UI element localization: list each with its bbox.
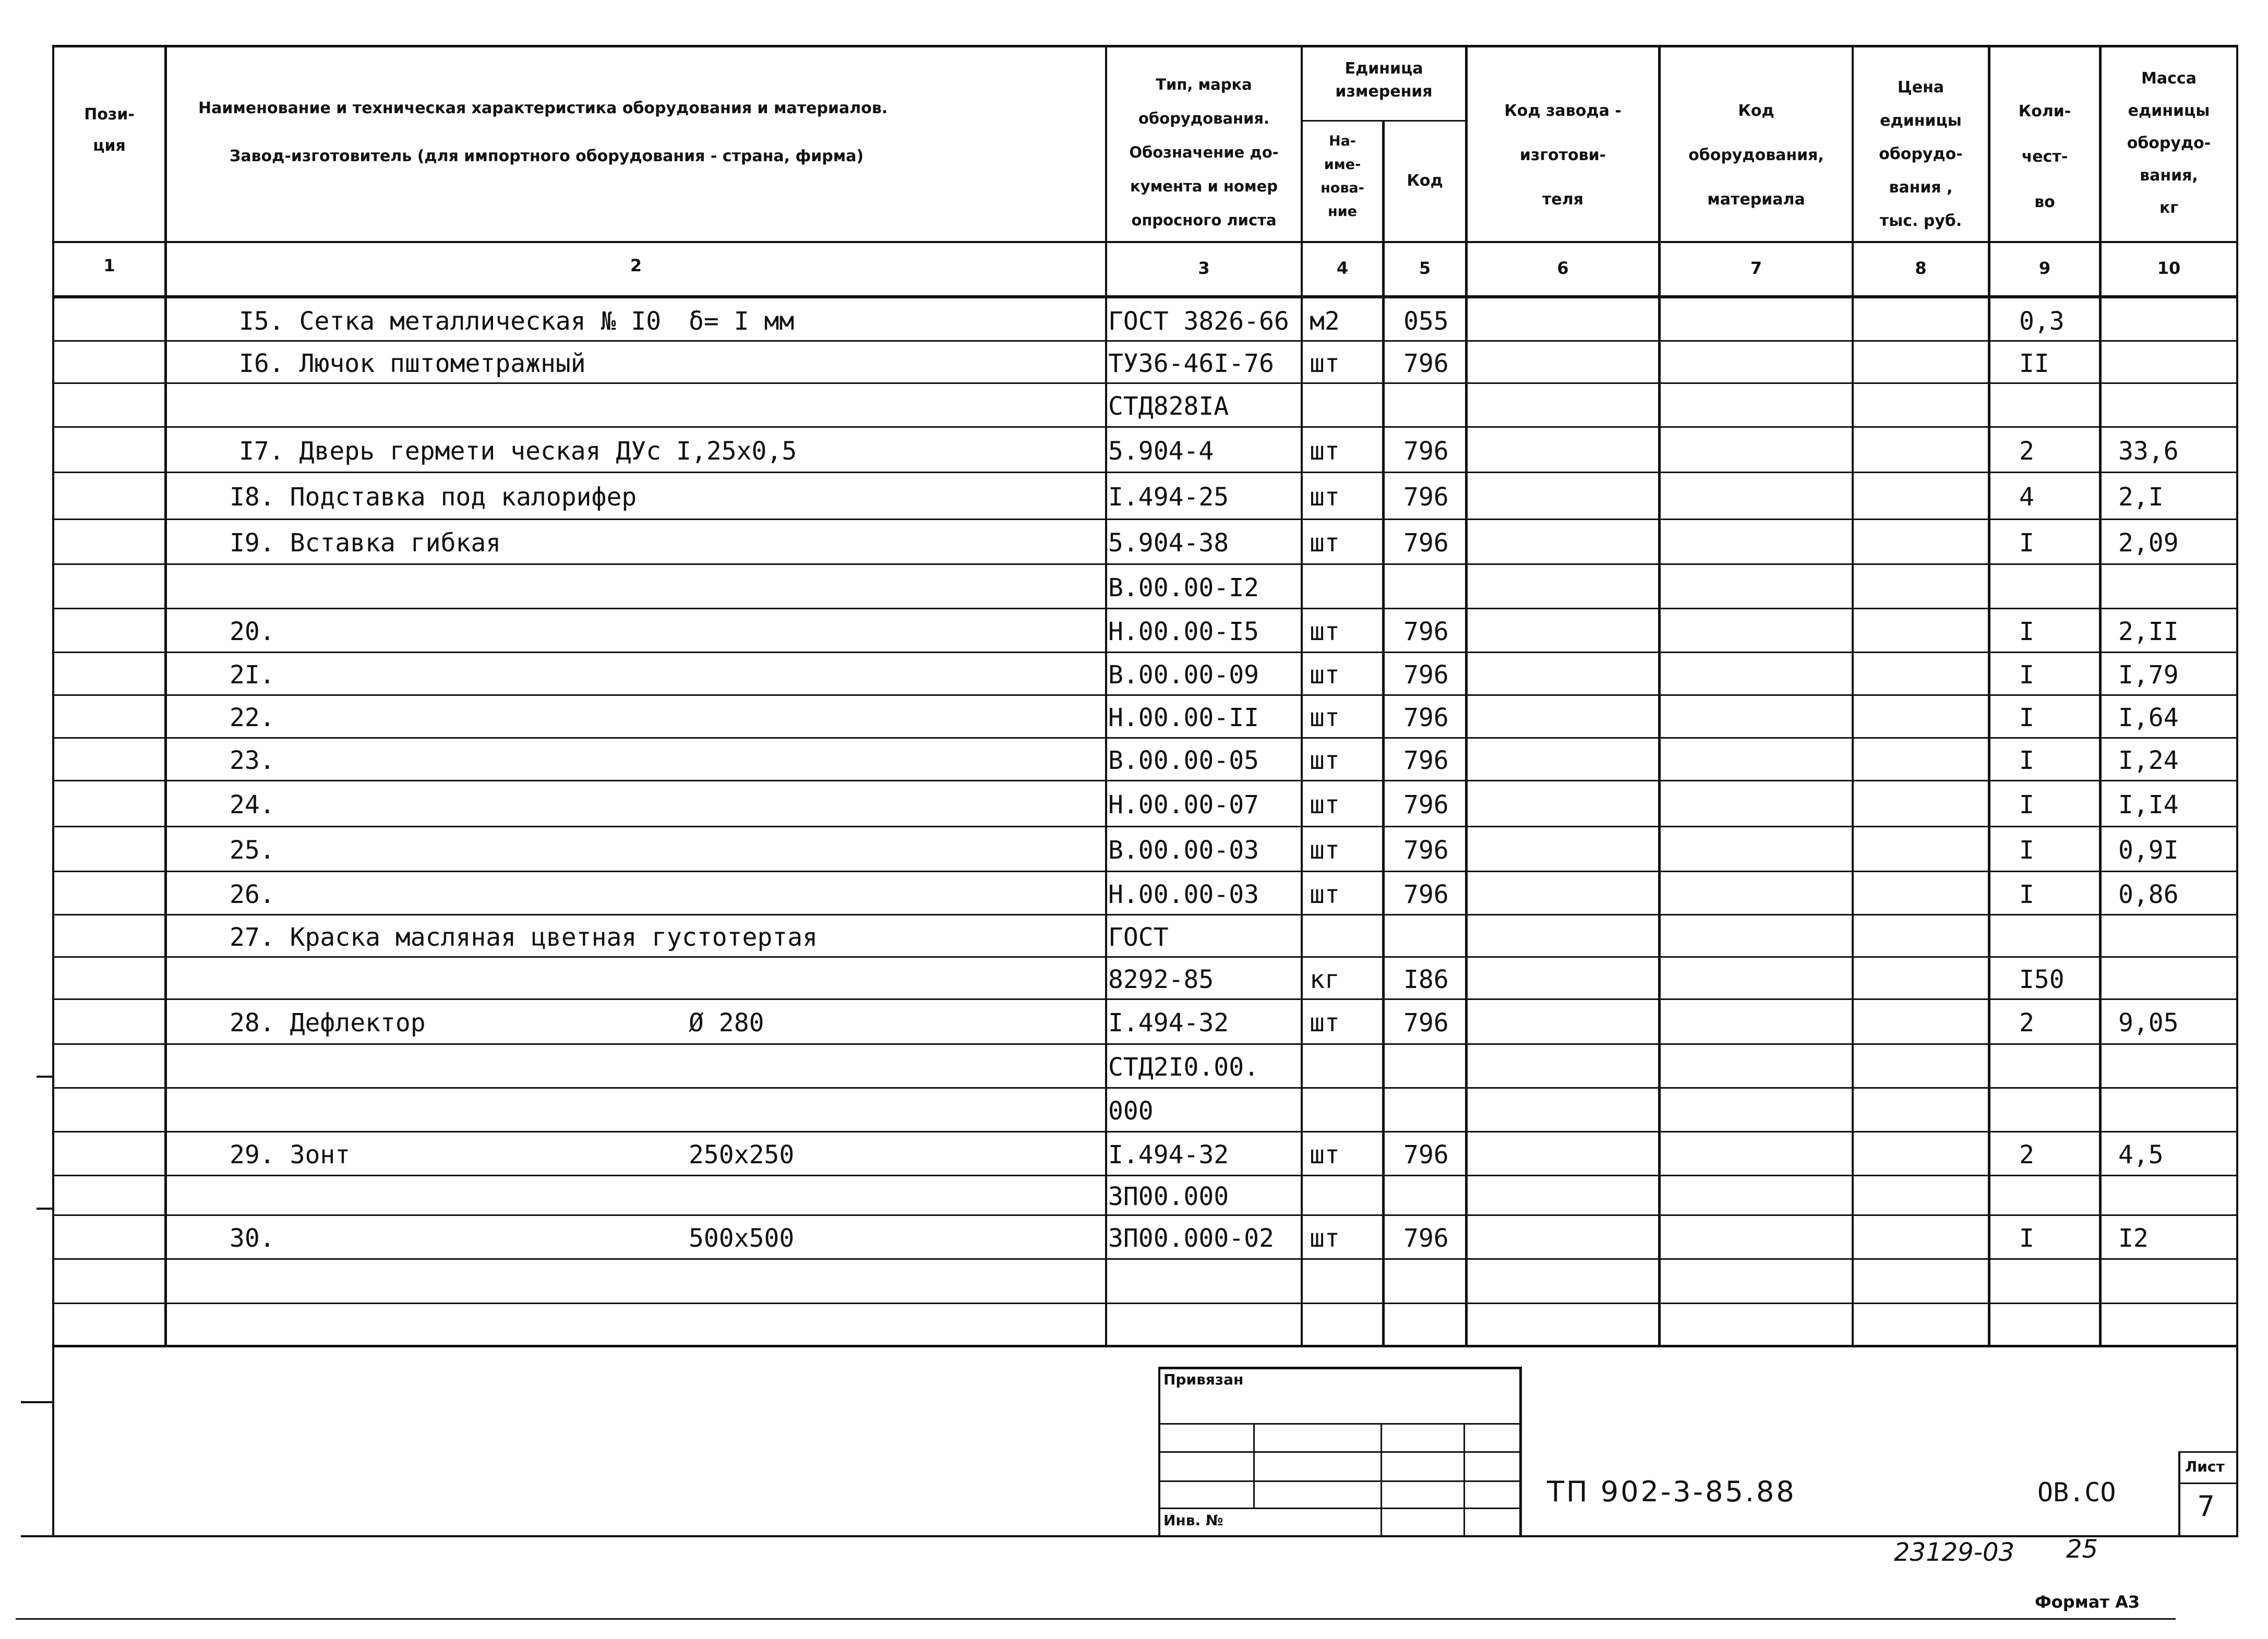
cell-unit: шт [1310, 617, 1340, 646]
cell-qty: I [2019, 790, 2034, 820]
cell-qty: I [2019, 879, 2034, 909]
stamp-tied-label: Привязан [1163, 1371, 1244, 1388]
cell-extra: Ø 280 [689, 1008, 764, 1038]
header-mass: Масса единицы оборудо- вания, кг [2127, 69, 2211, 217]
cell-code: 055 [1403, 307, 1449, 336]
cell-code: 796 [1403, 436, 1449, 466]
header-unit-code: Код [1407, 172, 1443, 190]
page-bottom-line [21, 1535, 2238, 1537]
cell-mass: I,79 [2118, 660, 2179, 690]
row-line [52, 1214, 2238, 1216]
col-number-5: 5 [1419, 258, 1431, 278]
cell-mass: 2,I [2118, 483, 2164, 512]
sheet-box-left [2178, 1451, 2180, 1535]
row-line [52, 1303, 2238, 1304]
col-number-6: 6 [1557, 258, 1569, 278]
header-factory-code: Код завода - изготови- теля [1504, 102, 1622, 209]
row-line [52, 737, 2238, 739]
section-code: ОВ.СО [2037, 1477, 2116, 1508]
cell-mass: 33,6 [2118, 436, 2179, 466]
table-bottom-line [52, 1345, 2238, 1347]
row-line [52, 694, 2238, 696]
cell-qty: I [2019, 746, 2034, 775]
stamp-div-3 [1463, 1423, 1465, 1535]
row-line [52, 780, 2238, 781]
cell-name: 20. [230, 617, 275, 646]
cell-qty: I [2019, 1224, 2034, 1253]
cell-doc: СТД828IА [1108, 392, 1229, 421]
margin-tick-2 [37, 1208, 54, 1210]
table-top-border [52, 45, 2238, 47]
cell-code: 796 [1403, 617, 1449, 646]
cell-qty: I [2019, 660, 2034, 690]
header-position: Пози- ция [84, 105, 135, 155]
cell-doc: В.00.00-I2 [1108, 573, 1259, 602]
cell-doc: 5.904-38 [1108, 528, 1229, 558]
col-number-4: 4 [1336, 258, 1349, 278]
cell-qty: II [2019, 348, 2049, 378]
cell-name: 28. Дефлектор [230, 1008, 426, 1038]
stamp-line-3 [1158, 1480, 1521, 1482]
format-label: Формат А3 [2035, 1592, 2140, 1612]
row-line [52, 340, 2238, 342]
header-bottom-line [52, 241, 2238, 243]
row-line [52, 426, 2238, 428]
cell-name: I5. Сетка металлическая № I0 [239, 307, 662, 336]
cell-extra: 250x250 [689, 1140, 795, 1170]
cell-unit: шт [1310, 790, 1340, 820]
cell-unit: шт [1310, 660, 1340, 690]
cell-qty: 2 [2019, 1008, 2034, 1038]
stamp-right [1519, 1367, 1522, 1535]
stamp-div-2 [1381, 1423, 1382, 1535]
cell-unit: шт [1310, 703, 1340, 732]
cell-code: 796 [1403, 746, 1449, 775]
cell-name: 23. [230, 746, 275, 775]
cell-qty: I [2019, 528, 2034, 558]
row-line [52, 563, 2238, 565]
sheet-box-mid [2178, 1483, 2238, 1484]
stamp-line-4 [1158, 1508, 1521, 1509]
cell-mass: I,I4 [2118, 790, 2179, 820]
col-number-8: 8 [1915, 258, 1927, 278]
cell-qty: 4 [2019, 483, 2034, 512]
cell-code: 796 [1403, 836, 1449, 865]
cell-doc: Н.00.00-I5 [1108, 617, 1259, 646]
cell-name: I7. Дверь гермети ческая ДУс I,25x0,5 [239, 436, 797, 466]
row-line [52, 1087, 2238, 1089]
cell-unit: шт [1310, 836, 1340, 865]
cell-unit: шт [1310, 1224, 1340, 1253]
cell-extra: 500x500 [689, 1224, 795, 1253]
cell-code: I86 [1403, 965, 1449, 994]
cell-unit: шт [1310, 348, 1340, 378]
row-line [52, 998, 2238, 1000]
row-line [52, 1175, 2238, 1176]
handwritten-code: 23129-03 [1894, 1538, 2015, 1567]
format-line [16, 1618, 2176, 1620]
cell-qty: I [2019, 836, 2034, 865]
cell-name: 22. [230, 703, 275, 732]
cell-doc: ЗП00.000 [1108, 1182, 1229, 1211]
cell-code: 796 [1403, 879, 1449, 909]
cell-doc: Н.00.00-07 [1108, 790, 1259, 820]
cell-code: 796 [1403, 703, 1449, 732]
cell-doc: ГОСТ 3826-66 [1108, 307, 1289, 336]
doc-number: ТП 902-3-85.88 [1547, 1475, 1796, 1508]
row-line [52, 914, 2238, 915]
cell-mass: I,64 [2118, 703, 2179, 732]
cell-code: 796 [1403, 1224, 1449, 1253]
margin-tick-3 [21, 1401, 54, 1403]
colnum-bottom-line [52, 295, 2238, 298]
cell-code: 796 [1403, 483, 1449, 512]
cell-extra: δ= I мм [689, 307, 795, 336]
stamp-div-1 [1253, 1423, 1255, 1508]
cell-code: 796 [1403, 528, 1449, 558]
row-line [52, 1043, 2238, 1045]
margin-tick-1 [37, 1076, 54, 1078]
cell-doc: I.494-25 [1108, 483, 1229, 512]
header-type: Тип, марка оборудования. Обозначение до- кумента и номер опросного листа [1129, 76, 1279, 229]
cell-code: 796 [1403, 1008, 1449, 1038]
cell-unit: шт [1310, 436, 1340, 466]
header-equip-code: Код оборудования, материала [1688, 102, 1824, 209]
sheet-number: 7 [2198, 1490, 2215, 1523]
cell-name: I6. Лючок пштометражный [239, 348, 586, 378]
cell-doc: I.494-32 [1108, 1008, 1229, 1038]
header-unit-name: На- име- нова- ние [1321, 133, 1364, 220]
cell-name: 29. Зонт [230, 1140, 351, 1170]
row-line [52, 608, 2238, 609]
cell-mass: 2,II [2118, 617, 2179, 646]
stamp-inv-label: Инв. № [1163, 1512, 1223, 1529]
cell-doc: В.00.00-03 [1108, 836, 1259, 865]
cell-unit: шт [1310, 879, 1340, 909]
sheet-box-top [2178, 1451, 2238, 1453]
cell-doc: 000 [1108, 1096, 1154, 1126]
col-number-1: 1 [103, 256, 115, 275]
cell-doc: I.494-32 [1108, 1140, 1229, 1170]
cell-mass: 4,5 [2118, 1140, 2164, 1170]
cell-doc: ЗП00.000-02 [1108, 1224, 1274, 1253]
cell-doc: Н.00.00-II [1108, 703, 1259, 732]
cell-name: 24. [230, 790, 275, 820]
header-name-line2: Завод-изготовитель (для импортного оборудования - страна, фирма) [230, 147, 864, 165]
sheet-label: Лист [2185, 1458, 2225, 1475]
col-number-7: 7 [1750, 258, 1762, 278]
cell-name: 27. Краска масляная цветная густотертая [230, 922, 818, 952]
cell-qty: 2 [2019, 1140, 2034, 1170]
cell-doc: 8292-85 [1108, 965, 1214, 994]
header-qty: Коли- чест- во [2018, 102, 2071, 211]
cell-code: 796 [1403, 1140, 1449, 1170]
cell-qty: I50 [2019, 965, 2065, 994]
cell-qty: 0,3 [2019, 307, 2065, 336]
handwritten-page: 25 [2066, 1535, 2098, 1564]
row-line [52, 956, 2238, 958]
row-line [52, 826, 2238, 827]
cell-name: I8. Подставка под калорифер [230, 483, 637, 512]
cell-code: 796 [1403, 348, 1449, 378]
cell-doc: ТУ36-46I-76 [1108, 348, 1274, 378]
cell-unit: шт [1310, 1008, 1340, 1038]
cell-code: 796 [1403, 790, 1449, 820]
cell-unit: шт [1310, 746, 1340, 775]
row-line [52, 871, 2238, 872]
row-line [52, 1258, 2238, 1260]
col-number-2: 2 [630, 256, 642, 275]
cell-doc: В.00.00-05 [1108, 746, 1259, 775]
cell-code: 796 [1403, 660, 1449, 690]
cell-mass: I2 [2118, 1224, 2149, 1253]
col-line-10 [2236, 45, 2238, 1535]
cell-name: 30. [230, 1224, 275, 1253]
header-name-line1: Наименование и техническая характеристика оборудования и материалов. [198, 99, 888, 117]
cell-name: 2I. [230, 660, 275, 690]
cell-mass: 2,09 [2118, 528, 2179, 558]
cell-qty: I [2019, 617, 2034, 646]
col-number-3: 3 [1198, 258, 1210, 278]
cell-unit: шт [1310, 528, 1340, 558]
cell-mass: 0,9I [2118, 836, 2179, 865]
header-unit: Единица измерения [1335, 59, 1433, 101]
cell-unit: м2 [1310, 307, 1340, 336]
cell-unit: шт [1310, 483, 1340, 512]
cell-doc: В.00.00-09 [1108, 660, 1259, 690]
cell-doc: 5.904-4 [1108, 436, 1214, 466]
row-line [52, 652, 2238, 653]
cell-unit: кг [1310, 965, 1340, 994]
row-line [52, 472, 2238, 473]
col-line-4 [1382, 120, 1385, 1345]
col-number-10: 10 [2157, 258, 2181, 278]
cell-doc: СТД2I0.00. [1108, 1053, 1259, 1082]
row-line [52, 382, 2238, 384]
col-number-9: 9 [2038, 258, 2051, 278]
cell-unit: шт [1310, 1140, 1340, 1170]
cell-mass: 9,05 [2118, 1008, 2179, 1038]
cell-qty: I [2019, 703, 2034, 732]
row-line [52, 519, 2238, 520]
cell-mass: I,24 [2118, 746, 2179, 775]
stamp-line-2 [1158, 1451, 1521, 1453]
cell-name: 25. [230, 836, 275, 865]
stamp-left [1158, 1367, 1160, 1535]
stamp-line-1 [1158, 1423, 1521, 1425]
cell-name: I9. Вставка гибкая [230, 528, 501, 558]
cell-qty: 2 [2019, 436, 2034, 466]
row-line [52, 1131, 2238, 1132]
stamp-top [1158, 1367, 1521, 1369]
cell-name: 26. [230, 879, 275, 909]
cell-doc: ГОСТ [1108, 922, 1169, 952]
cell-doc: Н.00.00-03 [1108, 879, 1259, 909]
cell-mass: 0,86 [2118, 879, 2179, 909]
header-price: Цена единицы оборудо- вания , тыс. руб. [1879, 78, 1963, 230]
